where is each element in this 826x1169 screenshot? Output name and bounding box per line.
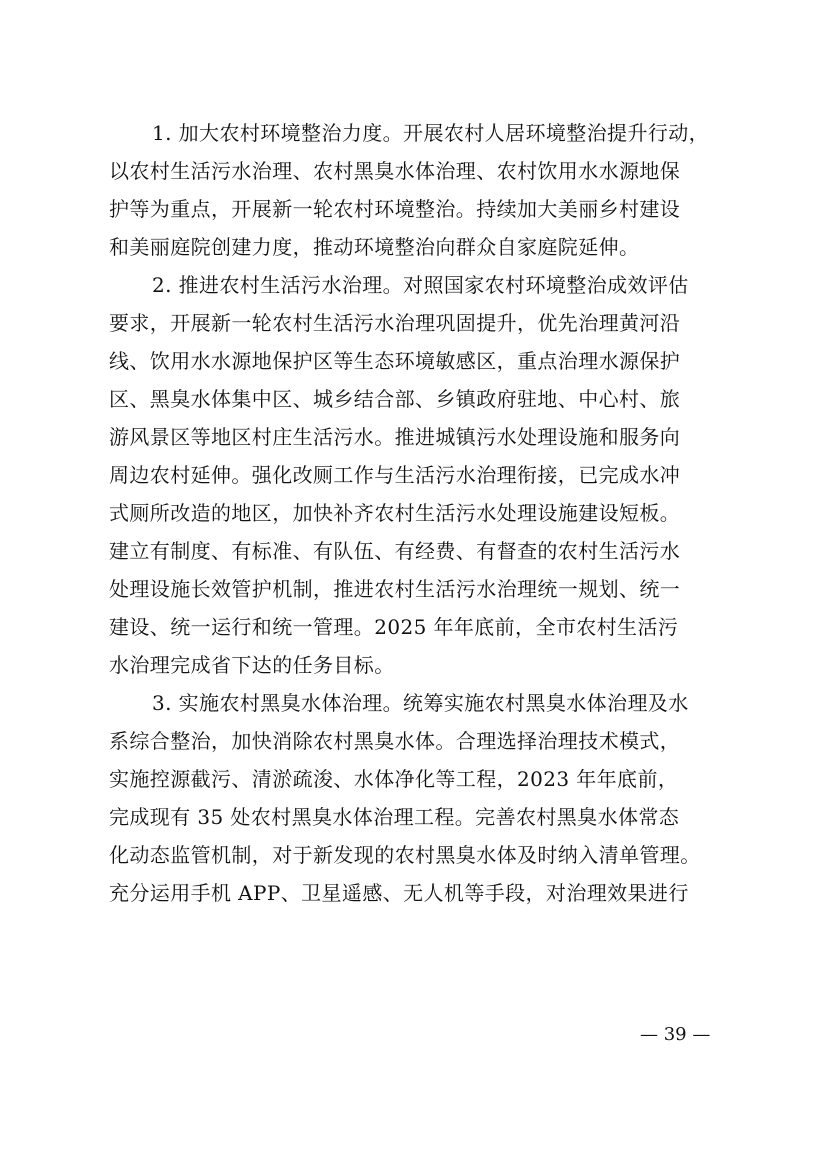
paragraph-line: 水治理完成省下达的任务目标。: [109, 653, 395, 677]
document-body: [109, 114, 737, 912]
paragraph-line: 系综合整治，加快消除农村黑臭水体。合理选择治理技术模式，: [109, 729, 681, 753]
paragraph-line: 周边农村延伸。强化改厕工作与生活污水治理衔接，已完成水冲: [109, 463, 681, 487]
paragraph-line: 处理设施长效管护机制，推进农村生活污水治理统一规划、统一: [109, 577, 681, 601]
paragraph-line: 建设、统一运行和统一管理。2025 年年底前，全市农村生活污: [109, 615, 679, 639]
paragraph-line: 2. 推进农村生活污水治理。对照国家农村环境整治成效评估: [152, 273, 689, 297]
paragraph-line: 线、饮用水水源地保护区等生态环境敏感区，重点治理水源保护: [109, 349, 681, 373]
paragraph-line: 完成现有 35 处农村黑臭水体治理工程。完善农村黑臭水体常态: [109, 805, 680, 829]
paragraph-line: 和美丽庭院创建力度，推动环境整治向群众自家庭院延伸。: [109, 235, 640, 259]
paragraph-3: [109, 684, 737, 912]
paragraph-line: 护等为重点，开展新一轮农村环境整治。持续加大美丽乡村建设: [109, 197, 681, 221]
paragraph-line: 区、黑臭水体集中区、城乡结合部、乡镇政府驻地、中心村、旅: [109, 387, 681, 411]
paragraph-line: 1. 加大农村环境整治力度。开展农村人居环境整治提升行动，: [152, 121, 710, 145]
paragraph-line: 化动态监管机制，对于新发现的农村黑臭水体及时纳入清单管理。: [109, 843, 701, 867]
paragraph-line: 建立有制度、有标准、有队伍、有经费、有督查的农村生活污水: [109, 539, 681, 563]
paragraph-2: [109, 266, 737, 684]
paragraph-line: 要求，开展新一轮农村生活污水治理巩固提升，优先治理黄河沿: [109, 311, 681, 335]
paragraph-line: 游风景区等地区村庄生活污水。推进城镇污水处理设施和服务向: [109, 425, 681, 449]
paragraph-line: 3. 实施农村黑臭水体治理。统筹实施农村黑臭水体治理及水: [152, 691, 689, 715]
page-number: — 39 —: [640, 1024, 711, 1045]
paragraph-line: 实施控源截污、清淤疏浚、水体净化等工程，2023 年年底前，: [109, 767, 679, 791]
paragraph-line: 以农村生活污水治理、农村黑臭水体治理、农村饮用水水源地保: [109, 159, 681, 183]
paragraph-1: [109, 114, 737, 266]
paragraph-line: 充分运用手机 APP、卫星遥感、无人机等手段，对治理效果进行: [109, 881, 689, 905]
paragraph-line: 式厕所改造的地区，加快补齐农村生活污水处理设施建设短板。: [109, 501, 681, 525]
